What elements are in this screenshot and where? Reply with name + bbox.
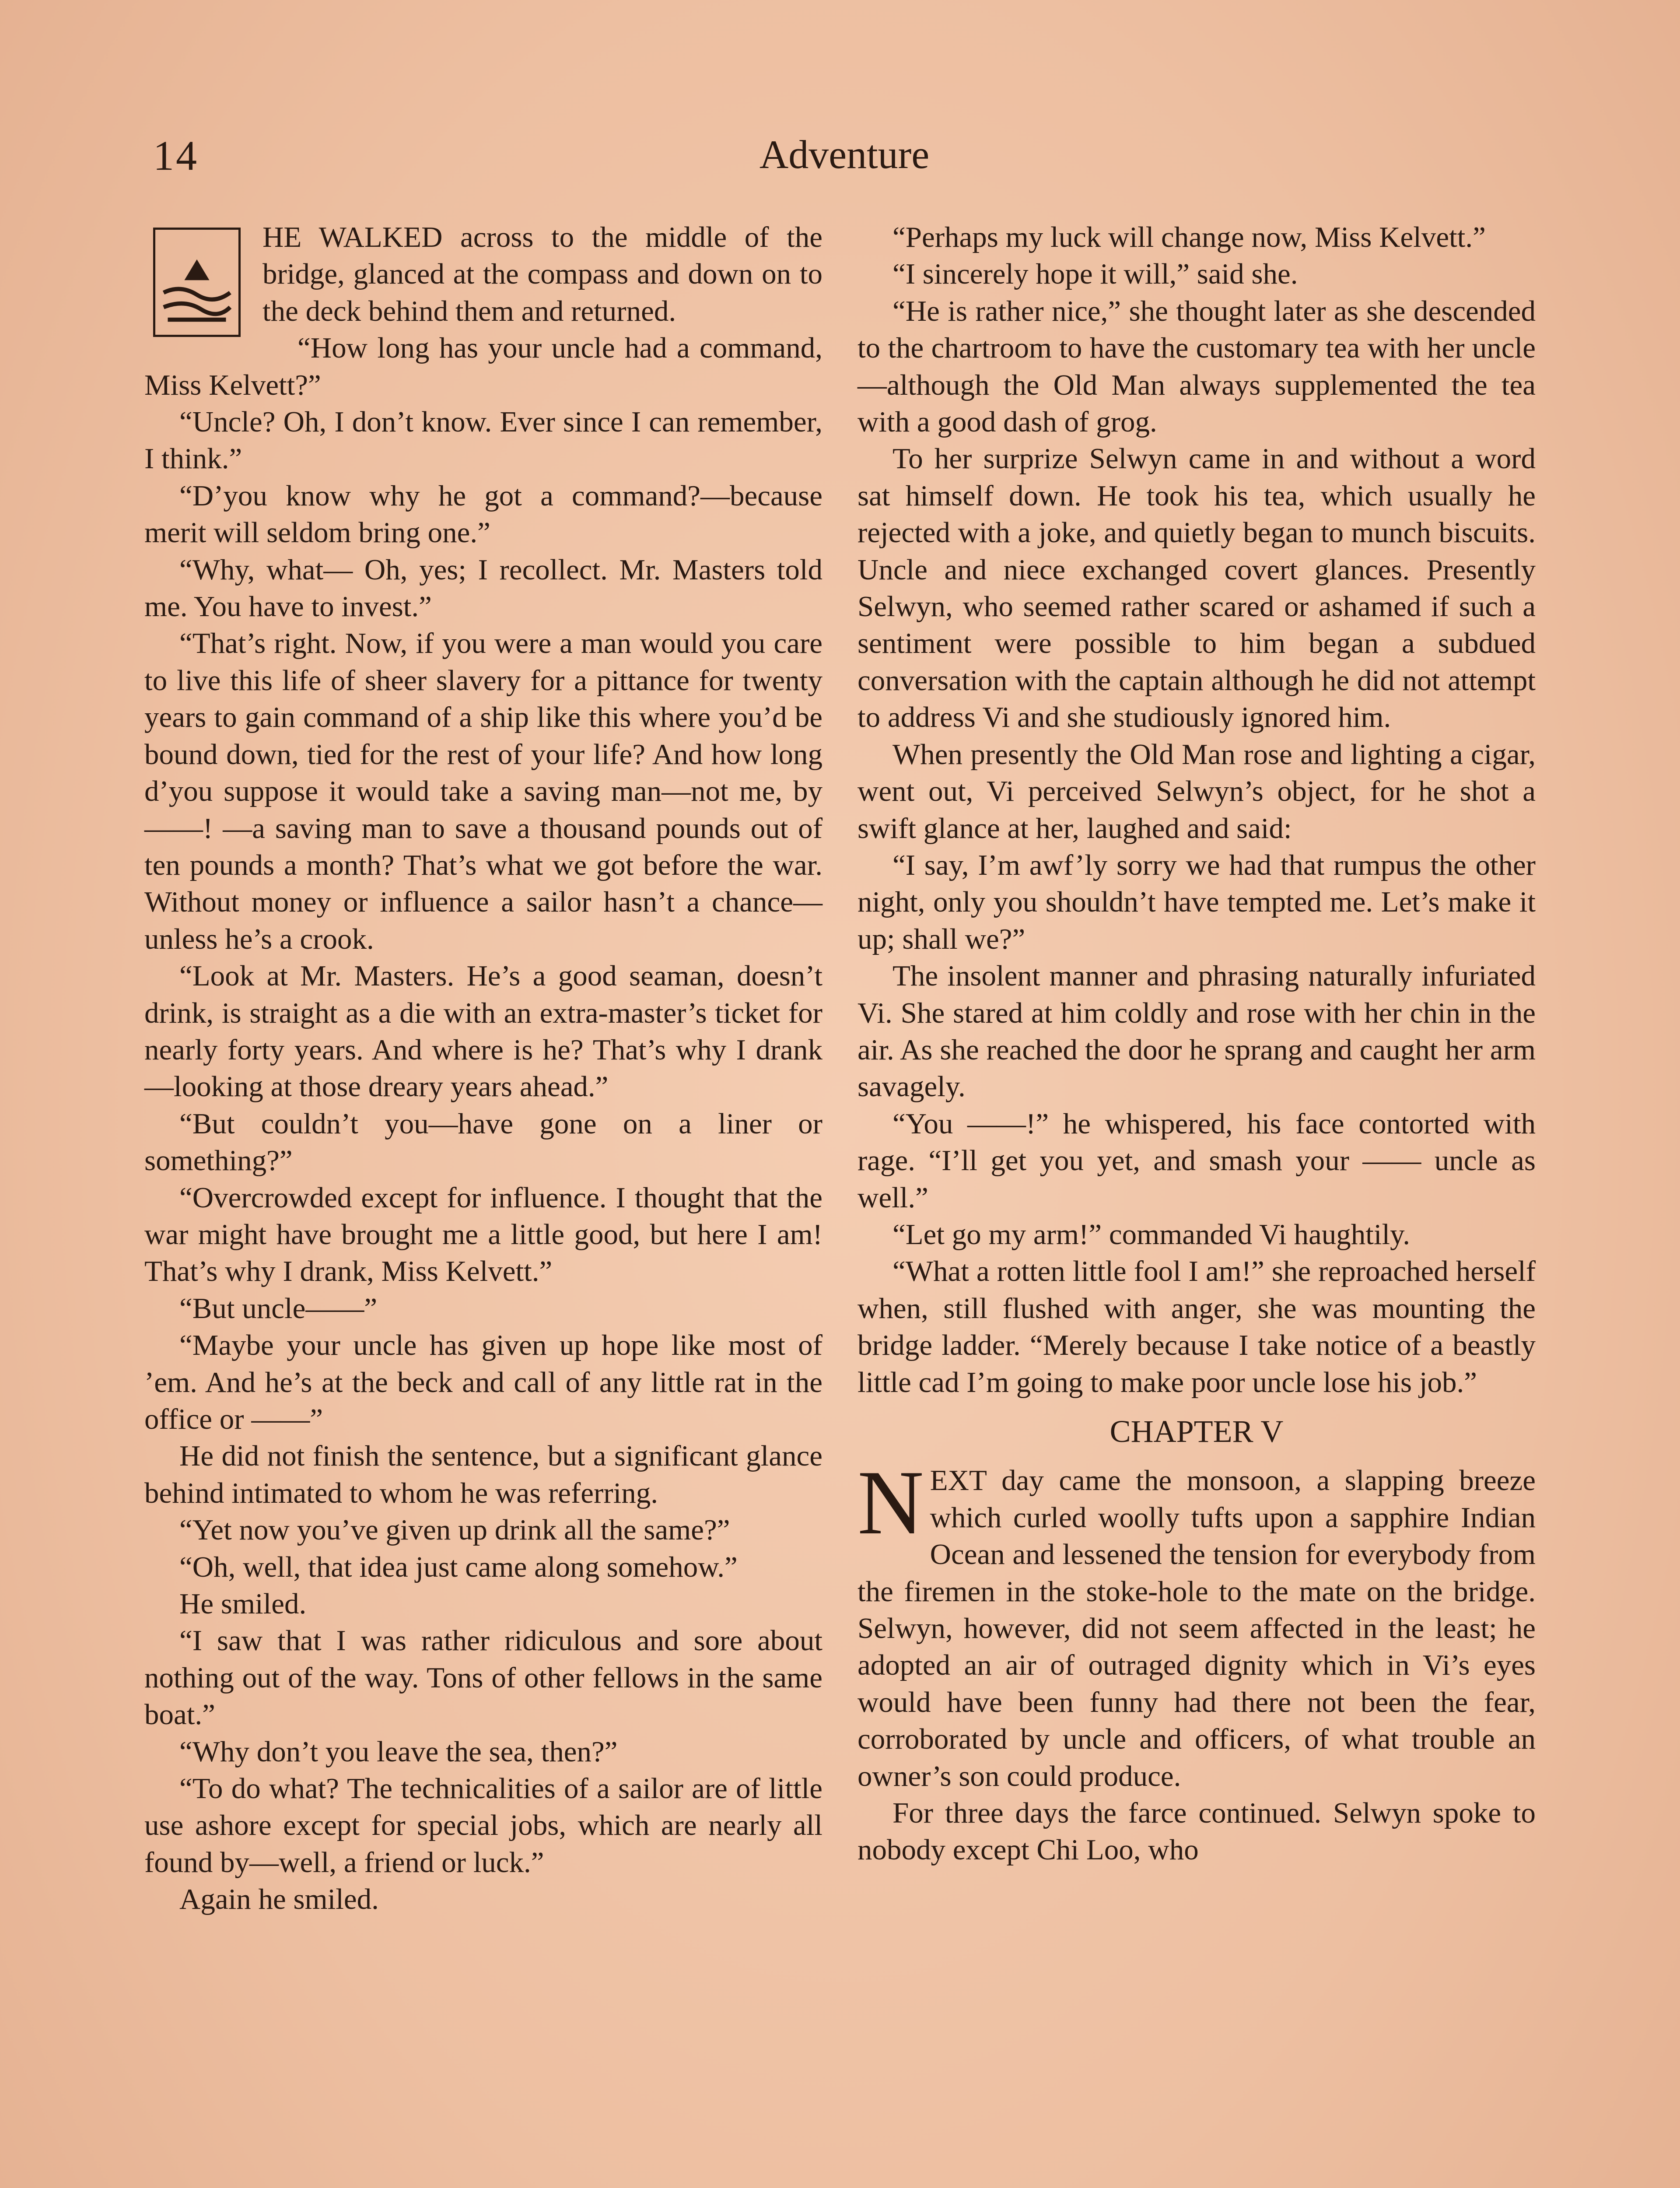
drop-cap: N: [858, 1452, 924, 1554]
left-column: [144, 219, 822, 1918]
chapter-heading: CHAPTER V: [1110, 1414, 1284, 1449]
paragraph: “What a rotten little fool I am!” she reproached herself when, still flushed with anger, she was mounting the bridge ladder. “Merely because I take notice of a beastly little cad I’m going to make poor uncle lose his job.”: [858, 1255, 1536, 1399]
paragraph: Again he smiled.: [179, 1883, 379, 1916]
paragraph: “To do what? The technicalities of a sailor are of little use ashore except for special jobs, which are nearly all found by—well, a friend or luck.”: [144, 1772, 822, 1879]
paragraph: “Perhaps my luck will change now, Miss Kelvett.”: [892, 221, 1486, 253]
ship-vignette-icon: [153, 228, 241, 337]
paragraph: When presently the Old Man rose and lighting a cigar, went out, Vi perceived Selwyn’s object, for he shot a swift glance at her, laughed and said:: [858, 738, 1536, 845]
paragraph: “He is rather nice,” she thought later as she descended to the chartroom to have the customary tea with her uncle—although the Old Man always supplemented the tea with a good dash of grog.: [858, 295, 1536, 438]
paragraph: “Why, what— Oh, yes; I recollect. Mr. Masters told me. You have to invest.”: [144, 553, 822, 623]
paragraph: He did not finish the sentence, but a significant glance behind intimated to whom he was referring.: [144, 1440, 822, 1509]
paragraph: “I say, I’m awf’ly sorry we had that rumpus the other night, only you shouldn’t have tempted me. Let’s make it up; shall we?”: [858, 849, 1536, 955]
page-number: 14: [153, 132, 199, 179]
paragraph: “Look at Mr. Masters. He’s a good seaman, doesn’t drink, is straight as a die with an extra-master’s ticket for nearly forty years. And where is he? That’s why I drank—looking at those dreary years ahead.”: [144, 960, 822, 1103]
paragraph-text: EXT day came the monsoon, a slapping breeze which curled woolly tufts upon a sapphire Indian Ocean and lessened the tension for everybody from the firemen in the stoke-hole to the mate on the bridge. Selwyn, however, did not seem affected in the least; he adopted an air of outraged dignity which in Vi’s eyes would have been funny had there not been the fear, corroborated by uncle and officers, of what trouble an owner’s son could produce.: [858, 1464, 1536, 1792]
magazine-title: Adventure: [759, 132, 930, 177]
paragraph: “How long has your uncle had a command, Miss Kelvett?”: [144, 332, 822, 401]
paragraph: “You ——!” he whispered, his face contorted with rage. “I’ll get you yet, and smash your —— uncle as well.”: [858, 1107, 1536, 1214]
paragraph: “Uncle? Oh, I don’t know. Ever since I can remember, I think.”: [144, 406, 822, 475]
paragraph: The insolent manner and phrasing naturally infuriated Vi. She stared at him coldly and rose with her chin in the air. As she reached the door he sprang and caught her arm savagely.: [858, 960, 1536, 1103]
paragraph: “Why don’t you leave the sea, then?”: [179, 1735, 618, 1768]
paragraph: He smiled.: [179, 1588, 307, 1620]
paragraph: To her surprize Selwyn came in and without a word sat himself down. He took his tea, which usually he rejected with a joke, and quietly began to munch biscuits. Uncle and niece exchanged covert glances. Presently Selwyn, who seemed rather scared or ashamed if such a sentiment were possible to him began a subdued conversation with the captain although he did not attempt to address Vi and she studiously ignored him.: [858, 442, 1536, 734]
paragraph: “Overcrowded except for influence. I thought that the war might have brought me a little good, but here I am! That’s why I drank, Miss Kelvett.”: [144, 1181, 822, 1288]
paragraph: “I saw that I was rather ridiculous and sore about nothing out of the way. Tons of other fellows in the same boat.”: [144, 1624, 822, 1731]
chapter-opening-paragraph: [858, 1452, 1536, 1795]
page-header: [144, 131, 1544, 197]
paragraph: HE WALKED across to the middle of the bridge, glanced at the compass and down on to the deck behind them and returned.: [262, 221, 822, 327]
paragraph: “But couldn’t you—have gone on a liner or something?”: [144, 1107, 822, 1177]
paragraph: “That’s right. Now, if you were a man would you care to live this life of sheer slavery for a pittance for twenty years to gain command of a ship like this where you’d be bound down, tied for the rest of your life? And how long d’you suppose it would take a saving man—not me, by ——! —a saving man to save a thousand pounds out of ten pounds a month? That’s what we got before the war. Without money or influence a sailor hasn’t a chance—unless he’s a crook.: [144, 627, 822, 955]
paragraph: “I sincerely hope it will,” said she.: [892, 258, 1298, 291]
paragraph: “But uncle——”: [179, 1292, 378, 1325]
paragraph: “Yet now you’ve given up drink all the same?”: [179, 1514, 730, 1546]
right-column: [858, 219, 1536, 1869]
paragraph: “Let go my arm!” commanded Vi haughtily.: [892, 1218, 1410, 1251]
paragraph: “Oh, well, that idea just came along somehow.”: [179, 1550, 738, 1583]
paragraph: “D’you know why he got a command?—because merit will seldom bring one.”: [144, 479, 822, 549]
paragraph: For three days the farce continued. Selwyn spoke to nobody except Chi Loo, who: [858, 1797, 1536, 1866]
paragraph: “Maybe your uncle has given up hope like most of ’em. And he’s at the beck and call of any little rat in the office or ——”: [144, 1329, 822, 1435]
